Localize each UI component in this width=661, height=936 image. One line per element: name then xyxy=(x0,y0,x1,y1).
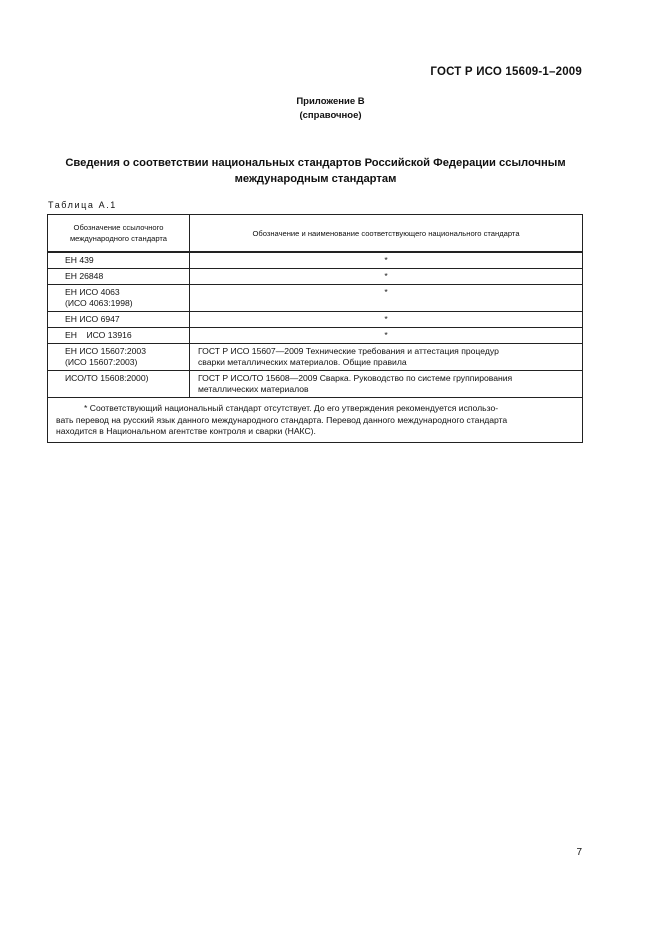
table-header-row xyxy=(48,215,583,253)
table-footnote-row xyxy=(48,398,583,443)
table-row xyxy=(48,269,583,285)
national-standard-line1: ГОСТ Р ИСО 15607—2009 Технические требования и аттестация процедур xyxy=(198,346,499,356)
footnote-line1: * Соответствующий национальный стандарт отсутствует. До его утверждения рекомендуется использо- xyxy=(84,403,499,413)
international-standard-cell xyxy=(48,312,190,328)
national-standard-cell xyxy=(190,285,583,312)
national-standard-line1: ГОСТ Р ИСО/ТО 15608—2009 Сварка. Руководство по системе группирования xyxy=(198,373,513,383)
national-standard-cell xyxy=(190,328,583,344)
appendix-heading xyxy=(0,95,661,123)
section-title-line1: Сведения о соответствии национальных стандартов Российской Федерации ссылочным xyxy=(65,157,566,169)
national-standard-line1: * xyxy=(384,314,388,324)
national-standard-cell xyxy=(190,312,583,328)
international-standard-line2: (ИСО 4063:1998) xyxy=(65,298,133,308)
national-standard-cell xyxy=(190,252,583,269)
international-standard-cell xyxy=(48,371,190,398)
national-standard-cell xyxy=(190,344,583,371)
appendix-label: Приложение В xyxy=(296,96,365,107)
national-standard-cell xyxy=(190,269,583,285)
section-title xyxy=(48,155,583,187)
national-standard-line2: металлических материалов xyxy=(198,384,309,394)
document-code: ГОСТ Р ИСО 15609-1–2009 xyxy=(430,66,582,78)
section-title-line2: международным стандартам xyxy=(234,173,397,185)
international-standard-line1: ЕН ИСО 15607:2003 xyxy=(65,346,146,356)
standards-correspondence-table xyxy=(47,214,583,443)
international-standard-line1: ИСО/ТО 15608:2000) xyxy=(65,373,149,383)
international-standard-line2: (ИСО 15607:2003) xyxy=(65,357,138,367)
national-standard-cell xyxy=(190,371,583,398)
international-standard-line1: ЕН ИСО 6947 xyxy=(65,314,120,324)
table-footnote xyxy=(48,398,583,443)
table-row xyxy=(48,371,583,398)
footnote-line3: находится в Национальном агентстве контроля и сварки (НАКС). xyxy=(56,426,316,436)
national-standard-line2: сварки металлических материалов. Общие правила xyxy=(198,357,407,367)
table-row xyxy=(48,328,583,344)
international-standard-cell xyxy=(48,252,190,269)
table-label: Таблица А.1 xyxy=(48,200,117,210)
table-row xyxy=(48,344,583,371)
column-header-international: Обозначение ссылочного международного стандарта xyxy=(48,215,190,253)
national-standard-line1: * xyxy=(384,271,388,281)
table-row xyxy=(48,312,583,328)
page-number: 7 xyxy=(576,847,582,858)
national-standard-line1: * xyxy=(384,330,388,340)
appendix-type: (справочное) xyxy=(299,110,362,121)
international-standard-cell xyxy=(48,344,190,371)
international-standard-cell xyxy=(48,285,190,312)
international-standard-cell xyxy=(48,269,190,285)
national-standard-line1: * xyxy=(384,287,388,297)
footnote-line2: вать перевод на русский язык данного международного стандарта. Перевод данного международного стандарта xyxy=(56,414,508,425)
table-row xyxy=(48,252,583,269)
national-standard-line1: * xyxy=(384,255,388,265)
international-standard-cell xyxy=(48,328,190,344)
table-row xyxy=(48,285,583,312)
international-standard-line1: ЕН 439 xyxy=(65,255,94,265)
international-standard-line1: ЕН 26848 xyxy=(65,271,104,281)
international-standard-line1: ЕН ИСО 4063 xyxy=(65,287,120,297)
international-standard-line1: ЕН ИСО 13916 xyxy=(65,330,132,340)
column-header-national: Обозначение и наименование соответствующего национального стандарта xyxy=(190,215,583,253)
